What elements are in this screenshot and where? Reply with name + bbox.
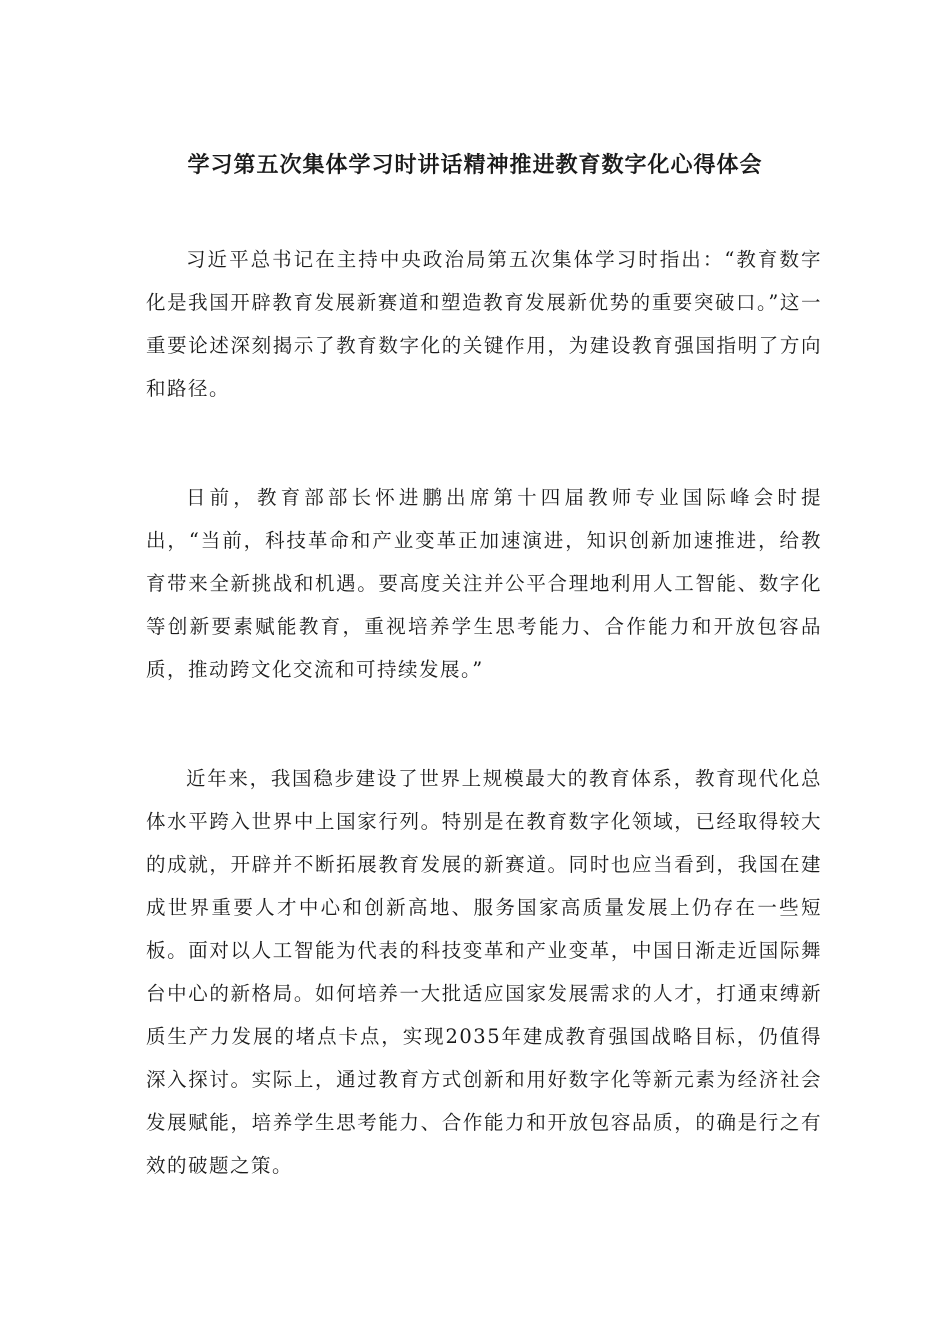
paragraph-1: 习近平总书记在主持中央政治局第五次集体学习时指出：“教育数字化是我国开辟教育发展新赛道和塑造教育发展新优势的重要突破口。”这一重要论述深刻揭示了教育数字化的关键作用，为建设教育强国指明了方向和路径。 <box>146 248 822 400</box>
paragraph-3: 近年来，我国稳步建设了世界上规模最大的教育体系，教育现代化总体水平跨入世界中上国家行列。特别是在教育数字化领域，已经取得较大的成就，开辟并不断拓展教育发展的新赛道。同时也应当看到，我国在建成世界重要人才中心和创新高地、服务国家高质量发展上仍存在一些短板。面对以人工智能为代表的科技变革和产业变革，中国日渐走近国际舞台中心的新格局。如何培养一大批适应国家发展需求的人才，打通束缚新质生产力发展的堵点卡点，实现2035年建成教育强国战略目标，仍值得深入探讨。实际上，通过教育方式创新和用好数字化等新元素为经济社会发展赋能，培养学生思考能力、合作能力和开放包容品质，的确是行之有效的破题之策。 <box>146 767 822 1177</box>
paragraph-2: 日前，教育部部长怀进鹏出席第十四届教师专业国际峰会时提出，“当前，科技革命和产业变革正加速演进，知识创新加速推进，给教育带来全新挑战和机遇。要高度关注并公平合理地利用人工智能、数字化等创新要素赋能教育，重视培养学生思考能力、合作能力和开放包容品质，推动跨文化交流和可持续发展。” <box>146 486 822 681</box>
document-title: 学习第五次集体学习时讲话精神推进教育数字化心得体会 <box>187 153 763 178</box>
